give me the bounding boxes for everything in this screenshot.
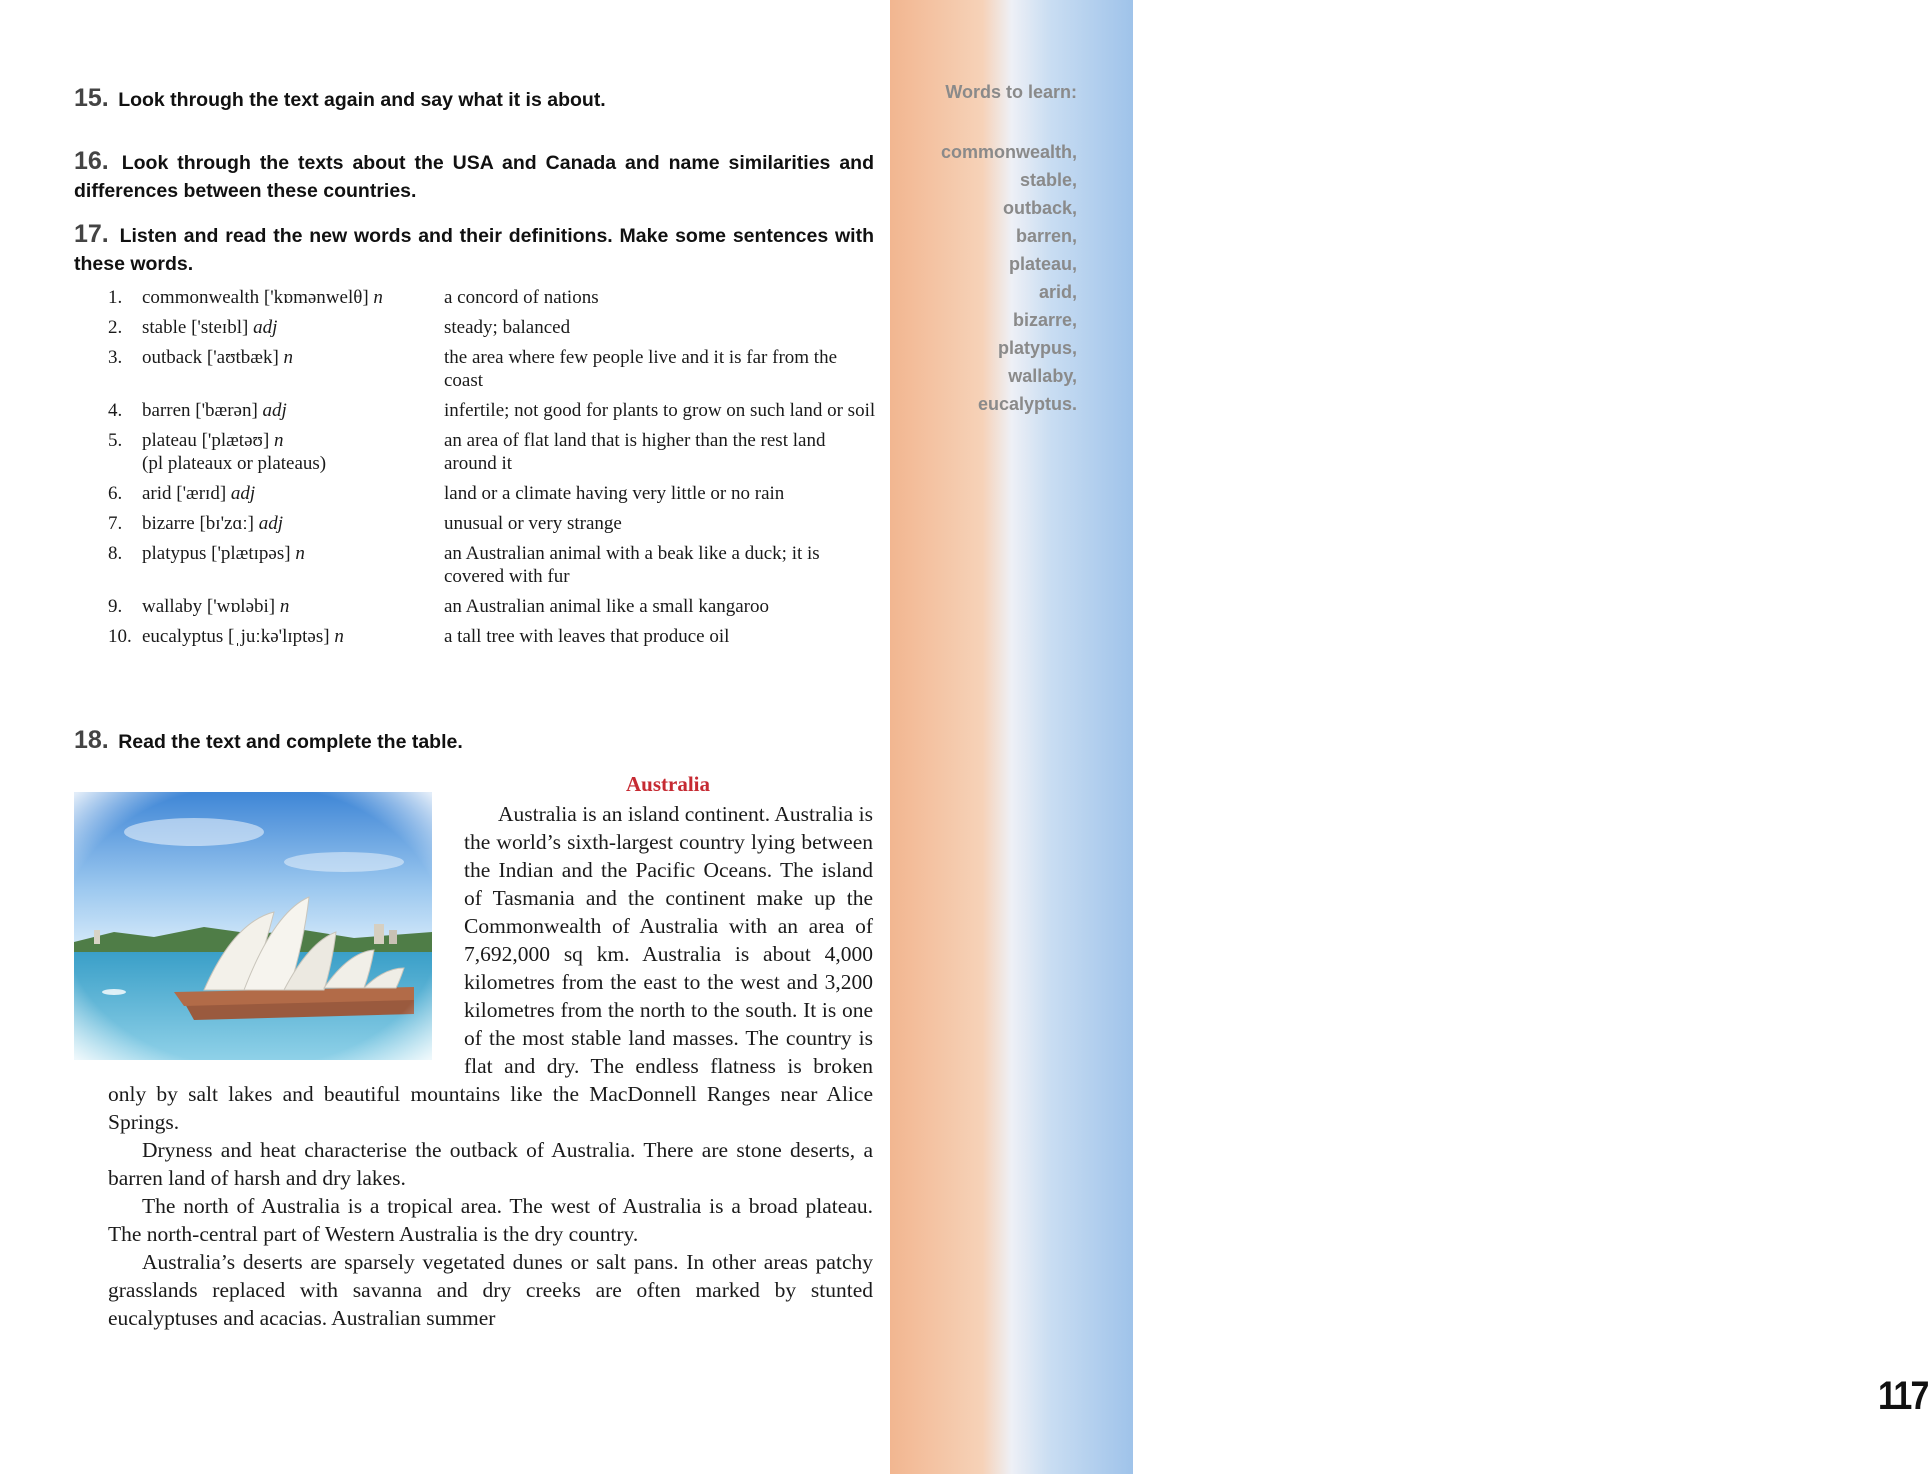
vocab-definition: a concord of nations [444,287,599,308]
task-text: Read the text and complete the table. [118,731,463,753]
vocab-word: barren ['bærən] [142,400,258,421]
vocab-row [108,625,880,655]
vocab-word: arid ['ærɪd] [142,483,227,504]
vocab-part-of-speech: n [279,596,290,617]
task-text: Look through the texts about the USA and Canada and name similarities and differences between these countries. [74,152,875,202]
vocab-part-of-speech: n [283,347,294,368]
vocab-word: plateau ['plætəʊ] [142,430,270,451]
vocab-definition: an Australian animal like a small kangaroo [444,596,770,617]
vocab-word: outback ['aʊtbæk] [142,347,279,368]
vocab-definition: an area of flat land that is higher than the rest land around it [444,430,826,474]
task-text: Look through the text again and say what it is about. [118,89,606,111]
vocab-word: platypus ['plætɪpəs] [142,543,291,564]
vocab-definition: infertile; not good for plants to grow on such land or soil [444,400,876,421]
vocab-row [108,429,880,482]
task-17 [74,220,874,278]
vocab-number: 5. [108,430,123,451]
vocab-row [108,512,880,542]
vocab-term [142,346,444,399]
word-item: barren, [1015,226,1077,246]
article-paragraph: Australia’s deserts are sparsely vegetated dunes or salt pans. In other areas patchy grasslands replaced with savanna and dry creeks are often marked by stunted eucalyptuses and acacias. Australian summer [108,1250,873,1330]
vocab-word: stable ['steɪbl] [142,317,249,338]
vocab-row [108,542,880,595]
vocab-number: 7. [108,513,123,534]
vocab-part-of-speech: adj [258,513,284,534]
vocab-term [142,625,444,655]
vocab-definition: land or a climate having very little or no rain [444,483,785,504]
task-number: 16. [74,147,109,175]
vocab-term [142,399,444,429]
task-number: 15. [74,84,109,112]
vocabulary-table [108,286,880,655]
vocab-definition: unusual or very strange [444,513,622,534]
vocab-word: eucalyptus [ˌjuːkə'lɪptəs] [142,626,330,647]
vocab-part-of-speech: n [295,543,305,564]
vocab-definition: an Australian animal with a beak like a duck; it is covered with fur [444,543,820,587]
article-paragraph: Dryness and heat characterise the outback of Australia. There are stone deserts, a barren land of harsh and dry lakes. [108,1138,873,1190]
task-number: 18. [74,726,109,754]
vocab-part-of-speech: adj [262,400,287,421]
vocab-part-of-speech: n [334,626,344,647]
task-16 [74,147,874,205]
vocab-number: 1. [108,287,123,308]
vocab-definition: the area where few people live and it is far from the coast [444,347,838,391]
word-item: plateau, [1008,254,1077,274]
vocab-word: commonwealth ['kɒmənwelθ] [142,287,369,308]
word-item: commonwealth, [940,142,1077,162]
vocab-definition: a tall tree with leaves that produce oil [444,626,730,647]
word-item: outback, [1002,198,1077,218]
article-title: Australia [626,772,710,796]
article-body [108,800,873,1332]
task-text: Listen and read the new words and their definitions. Make some sentences with these words. [74,225,874,275]
vocab-word: bizarre [bɪ'zɑː] [142,513,254,534]
word-item: eucalyptus. [977,394,1077,414]
word-item: arid, [1038,282,1077,302]
vocab-part-of-speech: n [274,430,284,451]
vocab-term [142,512,444,542]
words-to-learn-list [941,138,1077,418]
vocab-term [142,286,444,316]
word-item: stable, [1019,170,1077,190]
vocab-term [142,595,444,625]
vocab-row [108,595,880,625]
words-to-learn-sidebar [890,0,1928,1474]
vocab-row [108,286,880,316]
word-item: platypus, [997,338,1077,358]
vocab-part-of-speech: adj [230,483,256,504]
vocab-number: 9. [108,596,123,617]
task-15 [74,84,874,114]
vocab-number: 10. [108,626,132,647]
vocab-row [108,399,880,429]
words-to-learn-title: Words to learn: [945,82,1077,102]
vocab-part-of-speech: n [373,287,383,308]
word-item: bizarre, [1012,310,1077,330]
vocab-number: 6. [108,483,123,504]
vocab-word: wallaby ['wɒləbi] [142,596,276,617]
vocab-row [108,346,880,399]
vocab-row [108,316,880,346]
vocab-term [142,482,444,512]
vocab-term [142,542,444,595]
page-number: 117 [1878,1374,1928,1418]
vocab-definition: steady; balanced [444,317,571,338]
vocab-term [142,316,444,346]
vocab-number: 3. [108,347,123,368]
vocab-number: 8. [108,543,123,564]
vocab-part-of-speech: adj [253,317,278,338]
article-paragraph: The north of Australia is a tropical area. The west of Australia is a broad plateau. The north-central part of Western Australia is the dry country. [108,1194,873,1246]
task-18 [74,726,874,756]
vocab-number: 4. [108,400,123,421]
vocab-plural-note: (pl plateaux or plateaus) [142,453,327,474]
article-paragraph: Australia is an island continent. Australia is the world’s sixth-largest country lying between the Indian and the Pacific Oceans. The island of Tasmania and the continent make up the Commonwealth of Australia with an area of 7,692,000 sq km. Australia is about 4,000 kilometres from the east to the west and 3,200 kilometres from the north to the south. It is one of the most stable land masses. The country is flat and dry. The endless flatness is broken only by salt lakes and beautiful mountains like the MacDonnell Ranges near Alice Springs. [108,802,873,1134]
vocab-term [142,429,444,482]
word-item: wallaby, [1008,366,1077,386]
vocab-number: 2. [108,317,123,338]
task-number: 17. [74,220,109,248]
vocab-row [108,482,880,512]
